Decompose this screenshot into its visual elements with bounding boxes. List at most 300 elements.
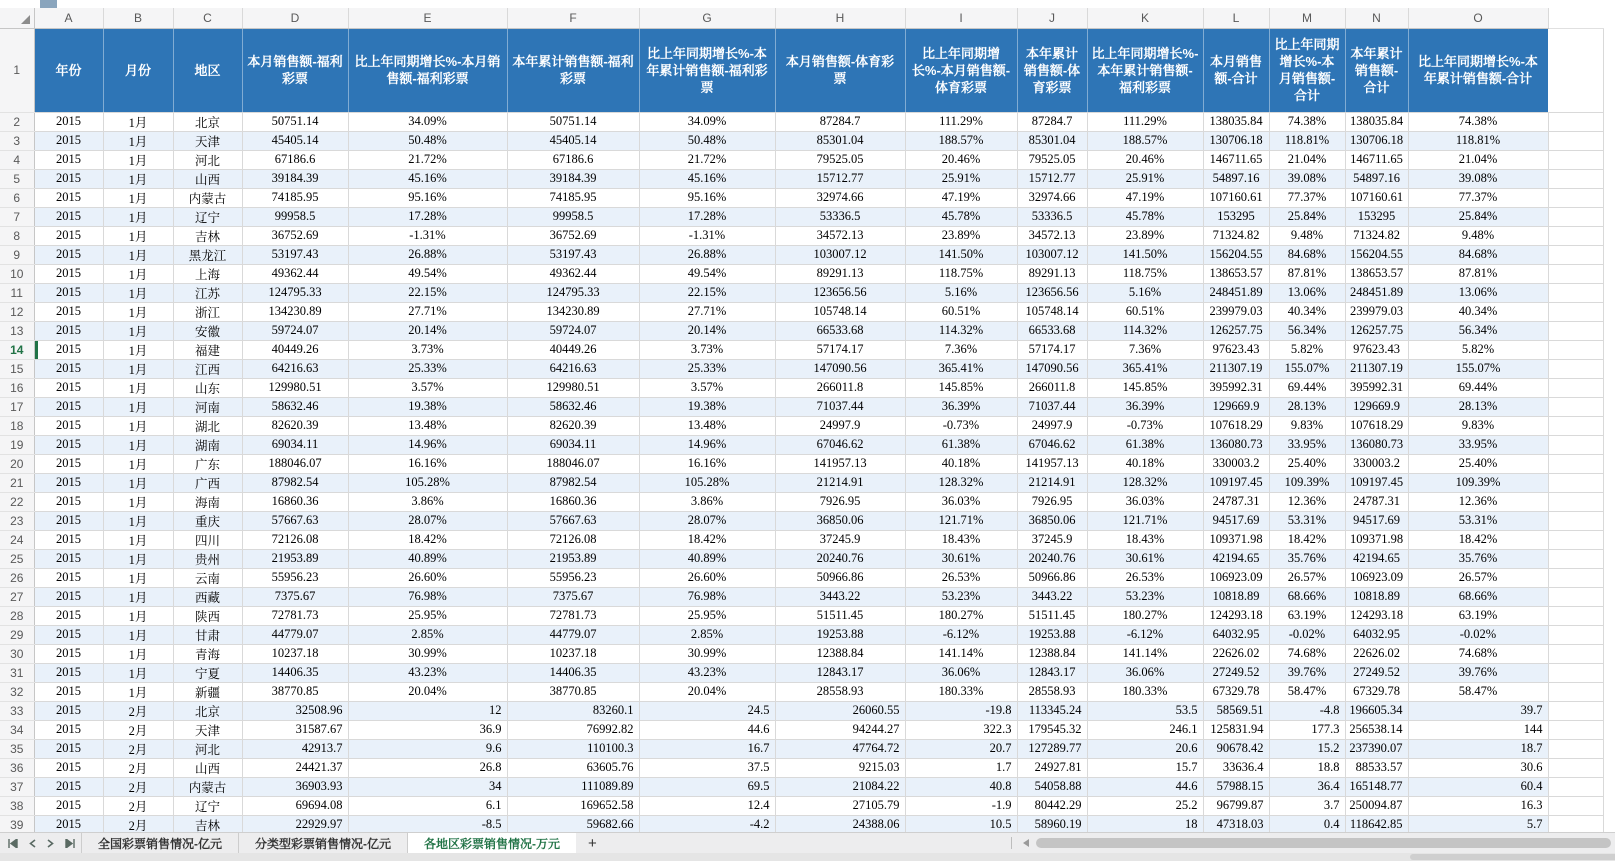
cell-G20[interactable]: 16.16% (639, 454, 775, 473)
cell-A35[interactable]: 2015 (34, 739, 103, 758)
cell-B8[interactable]: 1月 (103, 226, 173, 245)
cell-J20[interactable]: 141957.13 (1017, 454, 1087, 473)
cell-L31[interactable]: 27249.52 (1203, 663, 1269, 682)
cell-D25[interactable]: 21953.89 (242, 549, 348, 568)
cell-B33[interactable]: 2月 (103, 701, 173, 720)
cell-N12[interactable]: 239979.03 (1345, 302, 1408, 321)
row-header-3[interactable]: 3 (0, 131, 34, 150)
cell-H21[interactable]: 21214.91 (775, 473, 905, 492)
cell-C4[interactable]: 河北 (173, 150, 242, 169)
cell-G29[interactable]: 2.85% (639, 625, 775, 644)
cell-D26[interactable]: 55956.23 (242, 568, 348, 587)
cell-H29[interactable]: 19253.88 (775, 625, 905, 644)
cell-G28[interactable]: 25.95% (639, 606, 775, 625)
cell-F9[interactable]: 53197.43 (507, 245, 639, 264)
cell-D13[interactable]: 59724.07 (242, 321, 348, 340)
cell-I22[interactable]: 36.03% (905, 492, 1017, 511)
cell-D19[interactable]: 69034.11 (242, 435, 348, 454)
cell-E24[interactable]: 18.42% (348, 530, 507, 549)
cell-H12[interactable]: 105748.14 (775, 302, 905, 321)
cell-M26[interactable]: 26.57% (1269, 568, 1345, 587)
cell-D37[interactable]: 36903.93 (242, 777, 348, 796)
cell-C5[interactable]: 山西 (173, 169, 242, 188)
cell-E6[interactable]: 95.16% (348, 188, 507, 207)
cell-K35[interactable]: 20.6 (1087, 739, 1203, 758)
cell-A20[interactable]: 2015 (34, 454, 103, 473)
cell-L21[interactable]: 109197.45 (1203, 473, 1269, 492)
cell-J16[interactable]: 266011.8 (1017, 378, 1087, 397)
cell-A12[interactable]: 2015 (34, 302, 103, 321)
cell-A16[interactable]: 2015 (34, 378, 103, 397)
cell-G30[interactable]: 30.99% (639, 644, 775, 663)
cell-J4[interactable]: 79525.05 (1017, 150, 1087, 169)
cell-M29[interactable]: -0.02% (1269, 625, 1345, 644)
cell-N6[interactable]: 107160.61 (1345, 188, 1408, 207)
cell-J6[interactable]: 32974.66 (1017, 188, 1087, 207)
cell-M14[interactable]: 5.82% (1269, 340, 1345, 359)
header-cell-I[interactable]: 比上年同期增长%-本月销售额-体育彩票 (905, 28, 1017, 112)
cell-C14[interactable]: 福建 (173, 340, 242, 359)
column-header-G[interactable]: G (639, 8, 775, 28)
cell-G14[interactable]: 3.73% (639, 340, 775, 359)
row-header-2[interactable]: 2 (0, 112, 34, 131)
hscroll-left-icon[interactable] (1018, 833, 1034, 853)
row-header-33[interactable]: 33 (0, 701, 34, 720)
cell-O11[interactable]: 13.06% (1408, 283, 1548, 302)
cell-L25[interactable]: 42194.65 (1203, 549, 1269, 568)
cell-I21[interactable]: 128.32% (905, 473, 1017, 492)
cell-O14[interactable]: 5.82% (1408, 340, 1548, 359)
cell-J33[interactable]: 113345.24 (1017, 701, 1087, 720)
cell-C18[interactable]: 湖北 (173, 416, 242, 435)
cell-A7[interactable]: 2015 (34, 207, 103, 226)
cell-A15[interactable]: 2015 (34, 359, 103, 378)
cell-J15[interactable]: 147090.56 (1017, 359, 1087, 378)
cell-O27[interactable]: 68.66% (1408, 587, 1548, 606)
cell-F4[interactable]: 67186.6 (507, 150, 639, 169)
cell-I31[interactable]: 36.06% (905, 663, 1017, 682)
cell-E13[interactable]: 20.14% (348, 321, 507, 340)
cell-E31[interactable]: 43.23% (348, 663, 507, 682)
cell-D15[interactable]: 64216.63 (242, 359, 348, 378)
cell-H16[interactable]: 266011.8 (775, 378, 905, 397)
row-header-10[interactable]: 10 (0, 264, 34, 283)
header-cell-F[interactable]: 本年累计销售额-福利彩票 (507, 28, 639, 112)
cell-L28[interactable]: 124293.18 (1203, 606, 1269, 625)
cell-C2[interactable]: 北京 (173, 112, 242, 131)
cell-D3[interactable]: 45405.14 (242, 131, 348, 150)
cell-B32[interactable]: 1月 (103, 682, 173, 701)
cell-E37[interactable]: 34 (348, 777, 507, 796)
cell-L33[interactable]: 58569.51 (1203, 701, 1269, 720)
cell-N25[interactable]: 42194.65 (1345, 549, 1408, 568)
cell-I36[interactable]: 1.7 (905, 758, 1017, 777)
cell-L17[interactable]: 129669.9 (1203, 397, 1269, 416)
cell-H27[interactable]: 3443.22 (775, 587, 905, 606)
cell-L19[interactable]: 136080.73 (1203, 435, 1269, 454)
cell-C19[interactable]: 湖南 (173, 435, 242, 454)
cell-B14[interactable]: 1月 (103, 340, 173, 359)
cell-N29[interactable]: 64032.95 (1345, 625, 1408, 644)
cell-D11[interactable]: 124795.33 (242, 283, 348, 302)
column-header-I[interactable]: I (905, 8, 1017, 28)
cell-I24[interactable]: 18.43% (905, 530, 1017, 549)
cell-D5[interactable]: 39184.39 (242, 169, 348, 188)
cell-N28[interactable]: 124293.18 (1345, 606, 1408, 625)
cell-L9[interactable]: 156204.55 (1203, 245, 1269, 264)
cell-D33[interactable]: 32508.96 (242, 701, 348, 720)
cell-B26[interactable]: 1月 (103, 568, 173, 587)
cell-F28[interactable]: 72781.73 (507, 606, 639, 625)
cell-M31[interactable]: 39.76% (1269, 663, 1345, 682)
row-header-30[interactable]: 30 (0, 644, 34, 663)
cell-L11[interactable]: 248451.89 (1203, 283, 1269, 302)
cell-G8[interactable]: -1.31% (639, 226, 775, 245)
cell-F6[interactable]: 74185.95 (507, 188, 639, 207)
cell-A23[interactable]: 2015 (34, 511, 103, 530)
cell-E12[interactable]: 27.71% (348, 302, 507, 321)
cell-F18[interactable]: 82620.39 (507, 416, 639, 435)
cell-J13[interactable]: 66533.68 (1017, 321, 1087, 340)
cell-A8[interactable]: 2015 (34, 226, 103, 245)
cell-O2[interactable]: 74.38% (1408, 112, 1548, 131)
cell-K30[interactable]: 141.14% (1087, 644, 1203, 663)
cell-D32[interactable]: 38770.85 (242, 682, 348, 701)
cell-K10[interactable]: 118.75% (1087, 264, 1203, 283)
cell-D31[interactable]: 14406.35 (242, 663, 348, 682)
column-header-F[interactable]: F (507, 8, 639, 28)
cell-N38[interactable]: 250094.87 (1345, 796, 1408, 815)
cell-N22[interactable]: 24787.31 (1345, 492, 1408, 511)
cell-B5[interactable]: 1月 (103, 169, 173, 188)
cell-K5[interactable]: 25.91% (1087, 169, 1203, 188)
cell-B15[interactable]: 1月 (103, 359, 173, 378)
cell-N24[interactable]: 109371.98 (1345, 530, 1408, 549)
cell-G10[interactable]: 49.54% (639, 264, 775, 283)
cell-J37[interactable]: 54058.88 (1017, 777, 1087, 796)
cell-E4[interactable]: 21.72% (348, 150, 507, 169)
row-header-1[interactable]: 1 (0, 28, 34, 112)
cell-C3[interactable]: 天津 (173, 131, 242, 150)
cell-J27[interactable]: 3443.22 (1017, 587, 1087, 606)
cell-N17[interactable]: 129669.9 (1345, 397, 1408, 416)
cell-F27[interactable]: 7375.67 (507, 587, 639, 606)
cell-O34[interactable]: 144 (1408, 720, 1548, 739)
row-header-7[interactable]: 7 (0, 207, 34, 226)
cell-G2[interactable]: 34.09% (639, 112, 775, 131)
cell-A31[interactable]: 2015 (34, 663, 103, 682)
row-header-38[interactable]: 38 (0, 796, 34, 815)
cell-M10[interactable]: 87.81% (1269, 264, 1345, 283)
cell-D22[interactable]: 16860.36 (242, 492, 348, 511)
cell-I7[interactable]: 45.78% (905, 207, 1017, 226)
cell-H31[interactable]: 12843.17 (775, 663, 905, 682)
cell-O10[interactable]: 87.81% (1408, 264, 1548, 283)
cell-M2[interactable]: 74.38% (1269, 112, 1345, 131)
cell-H36[interactable]: 9215.03 (775, 758, 905, 777)
cell-I14[interactable]: 7.36% (905, 340, 1017, 359)
cell-F33[interactable]: 83260.1 (507, 701, 639, 720)
cell-B9[interactable]: 1月 (103, 245, 173, 264)
cell-F20[interactable]: 188046.07 (507, 454, 639, 473)
cell-O33[interactable]: 39.7 (1408, 701, 1548, 720)
cell-G4[interactable]: 21.72% (639, 150, 775, 169)
cell-H14[interactable]: 57174.17 (775, 340, 905, 359)
cell-H5[interactable]: 15712.77 (775, 169, 905, 188)
cell-N16[interactable]: 395992.31 (1345, 378, 1408, 397)
cell-G26[interactable]: 26.60% (639, 568, 775, 587)
cell-O9[interactable]: 84.68% (1408, 245, 1548, 264)
cell-O13[interactable]: 56.34% (1408, 321, 1548, 340)
sheet-tab-2[interactable]: 分类型彩票销售情况-亿元 (239, 833, 408, 853)
cell-J32[interactable]: 28558.93 (1017, 682, 1087, 701)
cell-G35[interactable]: 16.7 (639, 739, 775, 758)
cell-O32[interactable]: 58.47% (1408, 682, 1548, 701)
cell-L26[interactable]: 106923.09 (1203, 568, 1269, 587)
row-header-28[interactable]: 28 (0, 606, 34, 625)
cell-L29[interactable]: 64032.95 (1203, 625, 1269, 644)
cell-I26[interactable]: 26.53% (905, 568, 1017, 587)
cell-H23[interactable]: 36850.06 (775, 511, 905, 530)
cell-B7[interactable]: 1月 (103, 207, 173, 226)
cell-M16[interactable]: 69.44% (1269, 378, 1345, 397)
cell-F13[interactable]: 59724.07 (507, 321, 639, 340)
cell-A38[interactable]: 2015 (34, 796, 103, 815)
cell-H28[interactable]: 51511.45 (775, 606, 905, 625)
cell-F39[interactable]: 59682.66 (507, 815, 639, 832)
row-header-18[interactable]: 18 (0, 416, 34, 435)
cell-D9[interactable]: 53197.43 (242, 245, 348, 264)
cell-M32[interactable]: 58.47% (1269, 682, 1345, 701)
cell-E22[interactable]: 3.86% (348, 492, 507, 511)
cell-G37[interactable]: 69.5 (639, 777, 775, 796)
cell-M19[interactable]: 33.95% (1269, 435, 1345, 454)
cell-I2[interactable]: 111.29% (905, 112, 1017, 131)
cell-E18[interactable]: 13.48% (348, 416, 507, 435)
cell-G22[interactable]: 3.86% (639, 492, 775, 511)
cell-B30[interactable]: 1月 (103, 644, 173, 663)
cell-J26[interactable]: 50966.86 (1017, 568, 1087, 587)
cell-C6[interactable]: 内蒙古 (173, 188, 242, 207)
cell-N27[interactable]: 10818.89 (1345, 587, 1408, 606)
cell-O16[interactable]: 69.44% (1408, 378, 1548, 397)
cell-I28[interactable]: 180.27% (905, 606, 1017, 625)
cell-F25[interactable]: 21953.89 (507, 549, 639, 568)
prev-sheet-icon[interactable] (29, 839, 36, 848)
cell-L10[interactable]: 138653.57 (1203, 264, 1269, 283)
column-header-D[interactable]: D (242, 8, 348, 28)
cell-K11[interactable]: 5.16% (1087, 283, 1203, 302)
cell-L22[interactable]: 24787.31 (1203, 492, 1269, 511)
cell-J9[interactable]: 103007.12 (1017, 245, 1087, 264)
cell-J36[interactable]: 24927.81 (1017, 758, 1087, 777)
cell-B16[interactable]: 1月 (103, 378, 173, 397)
cell-D35[interactable]: 42913.7 (242, 739, 348, 758)
cell-I38[interactable]: -1.9 (905, 796, 1017, 815)
cell-D6[interactable]: 74185.95 (242, 188, 348, 207)
cell-N18[interactable]: 107618.29 (1345, 416, 1408, 435)
cell-A33[interactable]: 2015 (34, 701, 103, 720)
cell-B34[interactable]: 2月 (103, 720, 173, 739)
cell-J21[interactable]: 21214.91 (1017, 473, 1087, 492)
cell-G11[interactable]: 22.15% (639, 283, 775, 302)
cell-H26[interactable]: 50966.86 (775, 568, 905, 587)
cell-K31[interactable]: 36.06% (1087, 663, 1203, 682)
cell-C36[interactable]: 山西 (173, 758, 242, 777)
cell-J35[interactable]: 127289.77 (1017, 739, 1087, 758)
cell-A2[interactable]: 2015 (34, 112, 103, 131)
cell-A29[interactable]: 2015 (34, 625, 103, 644)
cell-F12[interactable]: 134230.89 (507, 302, 639, 321)
cell-O35[interactable]: 18.7 (1408, 739, 1548, 758)
column-header-E[interactable]: E (348, 8, 507, 28)
cell-E26[interactable]: 26.60% (348, 568, 507, 587)
cell-B31[interactable]: 1月 (103, 663, 173, 682)
cell-E7[interactable]: 17.28% (348, 207, 507, 226)
cell-G39[interactable]: -4.2 (639, 815, 775, 832)
cell-K9[interactable]: 141.50% (1087, 245, 1203, 264)
cell-D4[interactable]: 67186.6 (242, 150, 348, 169)
cell-E33[interactable]: 12 (348, 701, 507, 720)
cell-J28[interactable]: 51511.45 (1017, 606, 1087, 625)
column-header-H[interactable]: H (775, 8, 905, 28)
cell-O6[interactable]: 77.37% (1408, 188, 1548, 207)
cell-B28[interactable]: 1月 (103, 606, 173, 625)
cell-C31[interactable]: 宁夏 (173, 663, 242, 682)
cell-C12[interactable]: 浙江 (173, 302, 242, 321)
header-cell-K[interactable]: 比上年同期增长%-本年累计销售额-福利彩票 (1087, 28, 1203, 112)
cell-A17[interactable]: 2015 (34, 397, 103, 416)
cell-O7[interactable]: 25.84% (1408, 207, 1548, 226)
cell-D7[interactable]: 99958.5 (242, 207, 348, 226)
cell-K15[interactable]: 365.41% (1087, 359, 1203, 378)
row-header-25[interactable]: 25 (0, 549, 34, 568)
cell-K29[interactable]: -6.12% (1087, 625, 1203, 644)
cell-A39[interactable]: 2015 (34, 815, 103, 832)
cell-L3[interactable]: 130706.18 (1203, 131, 1269, 150)
cell-M12[interactable]: 40.34% (1269, 302, 1345, 321)
cell-L18[interactable]: 107618.29 (1203, 416, 1269, 435)
row-header-12[interactable]: 12 (0, 302, 34, 321)
cell-K18[interactable]: -0.73% (1087, 416, 1203, 435)
cell-G36[interactable]: 37.5 (639, 758, 775, 777)
cell-L35[interactable]: 90678.42 (1203, 739, 1269, 758)
column-header-L[interactable]: L (1203, 8, 1269, 28)
cell-M34[interactable]: 177.3 (1269, 720, 1345, 739)
sheet-tab-1[interactable]: 全国彩票销售情况-亿元 (81, 833, 239, 853)
cell-O26[interactable]: 26.57% (1408, 568, 1548, 587)
cell-E38[interactable]: 6.1 (348, 796, 507, 815)
cell-F16[interactable]: 129980.51 (507, 378, 639, 397)
cell-B17[interactable]: 1月 (103, 397, 173, 416)
cell-C9[interactable]: 黑龙江 (173, 245, 242, 264)
cell-C32[interactable]: 新疆 (173, 682, 242, 701)
cell-M8[interactable]: 9.48% (1269, 226, 1345, 245)
cell-J34[interactable]: 179545.32 (1017, 720, 1087, 739)
cell-D38[interactable]: 69694.08 (242, 796, 348, 815)
cell-I9[interactable]: 141.50% (905, 245, 1017, 264)
cell-K13[interactable]: 114.32% (1087, 321, 1203, 340)
cell-H38[interactable]: 27105.79 (775, 796, 905, 815)
column-header-C[interactable]: C (173, 8, 242, 28)
cell-F34[interactable]: 76992.82 (507, 720, 639, 739)
cell-B39[interactable]: 2月 (103, 815, 173, 832)
cell-E30[interactable]: 30.99% (348, 644, 507, 663)
cell-M23[interactable]: 53.31% (1269, 511, 1345, 530)
cell-A28[interactable]: 2015 (34, 606, 103, 625)
cell-J18[interactable]: 24997.9 (1017, 416, 1087, 435)
cell-O30[interactable]: 74.68% (1408, 644, 1548, 663)
cell-K28[interactable]: 180.27% (1087, 606, 1203, 625)
cell-C25[interactable]: 贵州 (173, 549, 242, 568)
cell-M24[interactable]: 18.42% (1269, 530, 1345, 549)
cell-H32[interactable]: 28558.93 (775, 682, 905, 701)
cell-I15[interactable]: 365.41% (905, 359, 1017, 378)
cell-N8[interactable]: 71324.82 (1345, 226, 1408, 245)
cell-C8[interactable]: 吉林 (173, 226, 242, 245)
cell-C7[interactable]: 辽宁 (173, 207, 242, 226)
cell-D28[interactable]: 72781.73 (242, 606, 348, 625)
cell-B22[interactable]: 1月 (103, 492, 173, 511)
cell-E32[interactable]: 20.04% (348, 682, 507, 701)
cell-M33[interactable]: -4.8 (1269, 701, 1345, 720)
cell-L23[interactable]: 94517.69 (1203, 511, 1269, 530)
cell-H34[interactable]: 94244.27 (775, 720, 905, 739)
cell-L14[interactable]: 97623.43 (1203, 340, 1269, 359)
cell-E16[interactable]: 3.57% (348, 378, 507, 397)
cell-E2[interactable]: 34.09% (348, 112, 507, 131)
cell-I3[interactable]: 188.57% (905, 131, 1017, 150)
cell-O4[interactable]: 21.04% (1408, 150, 1548, 169)
cell-J19[interactable]: 67046.62 (1017, 435, 1087, 454)
cell-E35[interactable]: 9.6 (348, 739, 507, 758)
cell-M39[interactable]: 0.4 (1269, 815, 1345, 832)
cell-L16[interactable]: 395992.31 (1203, 378, 1269, 397)
cell-F37[interactable]: 111089.89 (507, 777, 639, 796)
cell-F30[interactable]: 10237.18 (507, 644, 639, 663)
cell-F38[interactable]: 169652.58 (507, 796, 639, 815)
cell-H19[interactable]: 67046.62 (775, 435, 905, 454)
cell-A11[interactable]: 2015 (34, 283, 103, 302)
cell-H2[interactable]: 87284.7 (775, 112, 905, 131)
cell-C26[interactable]: 云南 (173, 568, 242, 587)
cell-E39[interactable]: -8.5 (348, 815, 507, 832)
header-cell-D[interactable]: 本月销售额-福利彩票 (242, 28, 348, 112)
cell-F21[interactable]: 87982.54 (507, 473, 639, 492)
cell-B24[interactable]: 1月 (103, 530, 173, 549)
cell-L13[interactable]: 126257.75 (1203, 321, 1269, 340)
cell-C35[interactable]: 河北 (173, 739, 242, 758)
cell-M4[interactable]: 21.04% (1269, 150, 1345, 169)
cell-D2[interactable]: 50751.14 (242, 112, 348, 131)
cell-A21[interactable]: 2015 (34, 473, 103, 492)
row-header-5[interactable]: 5 (0, 169, 34, 188)
cell-M9[interactable]: 84.68% (1269, 245, 1345, 264)
cell-H33[interactable]: 26060.55 (775, 701, 905, 720)
cell-F29[interactable]: 44779.07 (507, 625, 639, 644)
cell-M18[interactable]: 9.83% (1269, 416, 1345, 435)
cell-O22[interactable]: 12.36% (1408, 492, 1548, 511)
cell-J7[interactable]: 53336.5 (1017, 207, 1087, 226)
cell-H7[interactable]: 53336.5 (775, 207, 905, 226)
cell-A18[interactable]: 2015 (34, 416, 103, 435)
cell-B12[interactable]: 1月 (103, 302, 173, 321)
cell-F23[interactable]: 57667.63 (507, 511, 639, 530)
cell-F11[interactable]: 124795.33 (507, 283, 639, 302)
cell-I27[interactable]: 53.23% (905, 587, 1017, 606)
cell-M28[interactable]: 63.19% (1269, 606, 1345, 625)
cell-L5[interactable]: 54897.16 (1203, 169, 1269, 188)
